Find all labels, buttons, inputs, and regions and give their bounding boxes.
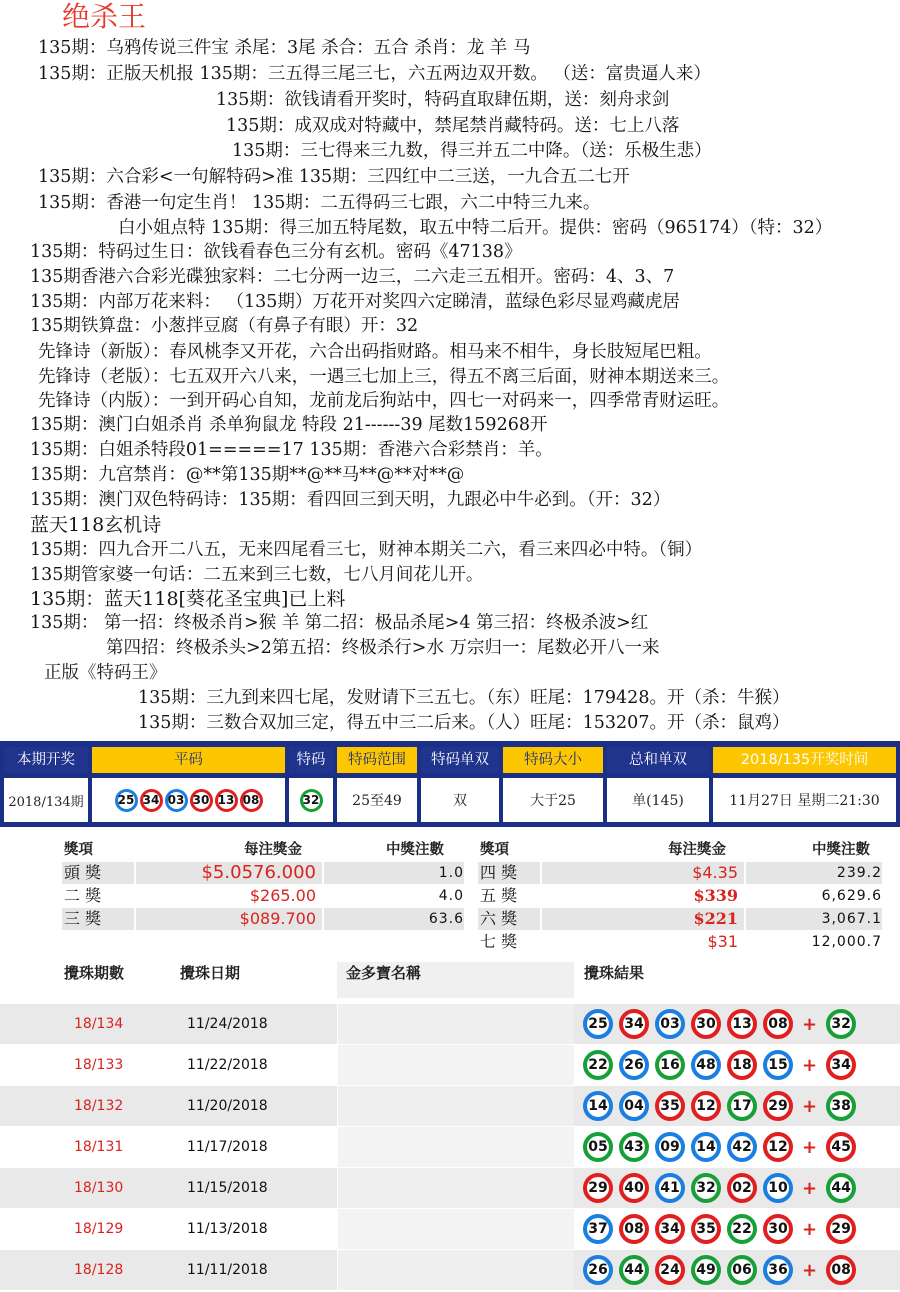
lottery-ball: 02 [727,1173,757,1203]
draw-range: 25至49 [337,778,417,822]
prediction-line: 135期铁算盘：小葱拌豆腐（有鼻子有眼）开：32 [30,316,419,336]
result-name-cell [337,1168,574,1208]
lottery-ball: 30 [763,1214,793,1244]
lottery-ball: 49 [691,1255,721,1285]
prediction-line: 135期香港六合彩光碟独家料：二七分两一边三，二六走三五相开。密码：4、3、7 [30,267,675,287]
header-special-odd-even: 特码单双 [421,747,499,773]
result-name-cell [337,1209,574,1249]
prize-amount: $5.0576.000 [136,862,322,884]
prize-header-count: 中獎注數 [812,841,870,858]
prize-count: 1.0 [324,862,464,884]
prediction-line: 135期：正版天机报 135期：三五得三尾三七，六五两边双开数。 （送：富贵逼人来） [38,64,711,84]
table-row [0,1127,900,1167]
lottery-ball: 32 [826,1009,856,1039]
prize-count: 12,000.7 [811,934,882,950]
prediction-line: 蓝天118玄机诗 [30,514,162,536]
prize-header-amount: 每注獎金 [244,841,302,858]
lottery-ball: 06 [727,1255,757,1285]
prize-header-item: 獎項 [480,841,509,858]
prize-name: 六 獎 [478,908,540,930]
lottery-ball: 25 [115,789,138,812]
prize-row [478,908,884,930]
draw-special-ball [289,778,333,822]
prediction-line: 135期：蓝天118[葵花圣宝典]已上料 [30,588,346,610]
lottery-ball: 13 [727,1009,757,1039]
lottery-ball: 35 [655,1091,685,1121]
results-header-issue: 攪珠期數 [64,964,125,982]
lottery-ball: 04 [619,1091,649,1121]
lottery-ball: 43 [619,1132,649,1162]
result-date: 11/15/2018 [187,1180,268,1196]
lottery-ball: 05 [583,1132,613,1162]
lottery-ball: 24 [655,1255,685,1285]
prize-amount: $089.700 [136,908,322,930]
result-date: 11/17/2018 [187,1139,268,1155]
prediction-line: 135期：三七得来三九数，得三并五二中降。（送：乐极生悲） [232,141,712,161]
plus-icon: + [802,1095,818,1117]
lottery-ball: 08 [619,1214,649,1244]
results-header-result: 攪珠結果 [584,964,645,982]
result-issue: 18/129 [74,1221,124,1237]
prediction-line: 先锋诗（老版）：七五双开六八来，一遇三七加上三，得五不离三后面，财神本期送来三。 [38,367,730,387]
prize-count: 3,067.1 [746,908,882,930]
lottery-ball: 40 [619,1173,649,1203]
prediction-line: 135期： 第一招：终极杀肖>猴 羊 第二招：极品杀尾>4 第三招：终极杀波>红 [30,613,649,633]
lottery-ball: 08 [826,1255,856,1285]
table-row [0,1209,900,1249]
lottery-ball: 34 [826,1050,856,1080]
prediction-line: 先锋诗（新版）：春风桃李又开花，六合出码指财路。相马来不相牛，身长肢短尾巴粗。 [38,342,712,362]
lottery-ball: 09 [655,1132,685,1162]
lottery-ball: 34 [140,789,163,812]
lottery-ball: 12 [763,1132,793,1162]
results-header-date: 攪珠日期 [180,964,241,982]
lottery-ball: 30 [190,789,213,812]
table-row [0,1168,900,1208]
header-current-draw: 本期开奖 [4,747,88,773]
header-special-number: 特码 [289,747,333,773]
prediction-line: 135期：香港一句定生肖！ 135期：二五得码三七跟，六二中特三九来。 [38,193,601,213]
lottery-ball: 30 [691,1009,721,1039]
plus-icon: + [802,1259,818,1281]
result-date: 11/24/2018 [187,1016,268,1032]
draw-odd-even: 双 [421,778,499,822]
result-issue: 18/132 [74,1098,124,1114]
lottery-ball: 37 [583,1214,613,1244]
lottery-ball: 34 [619,1009,649,1039]
table-row [0,1086,900,1126]
prize-header-item: 獎項 [64,841,93,858]
lottery-ball: 14 [691,1132,721,1162]
prize-name: 四 獎 [478,862,540,884]
lottery-ball: 38 [826,1091,856,1121]
prize-name: 七 獎 [480,932,518,951]
prize-row [62,908,464,930]
header-special-range: 特码范围 [337,747,417,773]
prediction-line: 135期：内部万花来料： （135期）万花开对奖四六定睇清，蓝绿色彩尽显鸡藏虎居 [30,292,680,312]
prediction-line: 135期：四九合开二八五，无来四尾看三七，财神本期关二六，看三来四必中特。（铜） [30,540,703,560]
result-issue: 18/133 [74,1057,124,1073]
result-balls [583,1254,856,1286]
lottery-ball: 36 [763,1255,793,1285]
draw-sum-odd-even: 单(145) [607,778,709,822]
lottery-ball: 03 [655,1009,685,1039]
lottery-ball: 15 [763,1050,793,1080]
result-balls [583,1213,856,1245]
lottery-ball: 26 [619,1050,649,1080]
result-issue: 18/134 [74,1016,124,1032]
header-special-size: 特码大小 [503,747,603,773]
lottery-ball: 22 [583,1050,613,1080]
lottery-ball: 10 [763,1173,793,1203]
lottery-ball: 35 [691,1214,721,1244]
plus-icon: + [802,1013,818,1035]
prize-name: 五 獎 [480,886,518,905]
lottery-ball: 41 [655,1173,685,1203]
prediction-line: 正版《特码王》 [44,663,167,683]
lottery-ball: 42 [727,1132,757,1162]
header-next-draw-time: 2018/135开奖时间 [713,747,896,773]
plus-icon: + [802,1177,818,1199]
prize-amount: $221 [542,908,744,930]
result-balls [583,1172,856,1204]
result-balls [583,1131,856,1163]
lottery-ball: 44 [826,1173,856,1203]
prediction-line: 135期：成双成对特藏中，禁尾禁肖藏特码。送：七上八落 [226,116,680,136]
page-title: 绝杀王 [62,0,147,33]
lottery-ball: 26 [583,1255,613,1285]
lottery-ball: 29 [583,1173,613,1203]
draw-next-time: 11月27日 星期二21:30 [713,778,896,822]
prediction-line: 135期：六合彩<一句解特码>准 135期：三四红中二三送，一九合五二七开 [38,167,630,187]
result-balls [583,1049,856,1081]
prediction-line: 135期管家婆一句话：二五来到三七数，七八月间花儿开。 [30,565,484,585]
prize-count: 6,629.6 [821,888,882,904]
prize-amount: $339 [693,886,738,905]
lottery-ball: 44 [619,1255,649,1285]
lottery-ball: 48 [691,1050,721,1080]
prize-row [478,862,884,884]
lottery-ball: 14 [583,1091,613,1121]
result-name-cell [337,1250,574,1290]
result-date: 11/22/2018 [187,1057,268,1073]
result-issue: 18/130 [74,1180,124,1196]
header-sum-odd-even: 总和单双 [607,747,709,773]
result-issue: 18/128 [74,1262,124,1278]
lottery-ball: 22 [727,1214,757,1244]
plus-icon: + [802,1136,818,1158]
prize-table-left [62,838,464,938]
lottery-ball: 25 [583,1009,613,1039]
prize-row [478,885,884,907]
result-date: 11/13/2018 [187,1221,268,1237]
prediction-line: 先锋诗（内版）：一到开码心自知，龙前龙后狗站中，四七一对码来一，四季常青财运旺。 [38,391,730,411]
prediction-line: 135期：特码过生日：欲钱看春色三分有玄机。密码《47138》 [30,242,522,262]
prediction-line: 第四招：终极杀头>2第五招：终极杀行>水 万宗归一：尾数必开八一来 [106,638,660,658]
result-date: 11/11/2018 [187,1262,268,1278]
prediction-line: 白小姐点特 135期：得三加五特尾数，取五中特二后开。提供：密码（965174）（特：32） [118,218,833,238]
table-row [0,1004,900,1044]
lottery-ball: 29 [763,1091,793,1121]
prediction-line: 135期：欲钱请看开奖时，特码直取肆伍期，送：刻舟求剑 [216,90,670,110]
result-name-cell [337,1086,574,1126]
lottery-ball: 18 [727,1050,757,1080]
prize-name: 頭 獎 [62,862,134,884]
lottery-ball: 34 [655,1214,685,1244]
lottery-ball: 45 [826,1132,856,1162]
result-name-cell [337,1004,574,1044]
prize-amount: $4.35 [542,862,744,884]
prize-count: 4.0 [438,888,464,904]
prize-header-count: 中獎注數 [386,841,444,858]
lottery-ball: 03 [165,789,188,812]
prize-count: 239.2 [746,862,882,884]
lottery-ball: 08 [763,1009,793,1039]
table-row [0,1045,900,1085]
prediction-line: 135期：澳门双色特码诗：135期：看四回三到天明，九跟必中牛必到。（开：32） [30,490,671,510]
prize-amount: $31 [707,932,738,951]
prize-name: 三 獎 [62,908,134,930]
lottery-ball: 12 [691,1091,721,1121]
prize-amount: $265.00 [249,886,316,905]
prize-table-right [478,838,884,958]
prize-row [478,931,884,953]
result-issue: 18/131 [74,1139,124,1155]
prize-row [62,885,464,907]
draw-size: 大于25 [503,778,603,822]
results-header-name: 金多寶名稱 [346,964,422,982]
lottery-ball: 16 [655,1050,685,1080]
prediction-line: 135期：三数合双加三定，得五中三二后来。（人）旺尾：153207。开（杀：鼠鸡） [138,713,790,733]
prediction-line: 135期：白姐杀特段01=====17 135期：香港六合彩禁肖：羊。 [30,440,553,460]
plus-icon: + [802,1218,818,1240]
prize-count: 63.6 [324,908,464,930]
lottery-ball: 32 [300,789,323,812]
prediction-line: 135期：三九到来四七尾，发财请下三五七。（东）旺尾：179428。开（杀：牛猴） [138,688,790,708]
lottery-ball: 32 [691,1173,721,1203]
lottery-ball: 13 [215,789,238,812]
lottery-ball: 08 [240,789,263,812]
prediction-line: 135期：九宫禁肖：@**第135期**@**马**@**对**@ [30,465,465,485]
prediction-line: 135期：澳门白姐杀肖 杀单狗鼠龙 特段 21------39 尾数159268开 [30,415,548,435]
table-row [0,1250,900,1290]
result-balls [583,1008,856,1040]
draw-issue: 2018/134期 [4,778,88,822]
draw-normal-balls [92,778,285,822]
result-name-cell [337,1045,574,1085]
lottery-ball: 29 [826,1214,856,1244]
lottery-ball: 17 [727,1091,757,1121]
result-date: 11/20/2018 [187,1098,268,1114]
prize-name: 二 獎 [64,886,102,905]
result-balls [583,1090,856,1122]
prediction-line: 135期：乌鸦传说三件宝 杀尾：3尾 杀合：五合 杀肖：龙 羊 马 [38,38,531,58]
prize-header-amount: 每注獎金 [668,841,726,858]
result-name-cell [337,1127,574,1167]
prize-row [62,862,464,884]
plus-icon: + [802,1054,818,1076]
header-normal-numbers: 平码 [92,747,285,773]
draw-result-table [0,741,900,827]
